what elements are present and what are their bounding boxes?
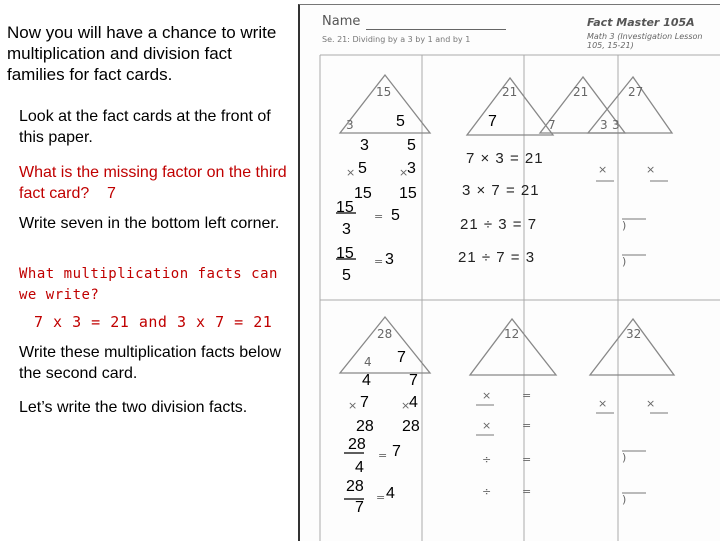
title-math: Math 3	[587, 32, 615, 41]
card5-times-a: ×	[348, 399, 358, 412]
card5-div2-num: 28	[346, 478, 364, 495]
card6-equals-4: =	[522, 485, 532, 498]
sheet-title: Fact Master 105A	[587, 16, 695, 29]
card1-work-a3: 15	[354, 185, 372, 202]
instruction-write-facts: Write these multiplication facts below the second card.	[19, 344, 282, 382]
question-text: What is the missing factor on the third fact card?	[19, 164, 287, 202]
card1-div1-equals: =	[374, 210, 384, 223]
card2-top-number: 21	[502, 85, 518, 99]
card4-left-number: 3	[612, 118, 620, 132]
card4-times-1: ×	[598, 163, 608, 176]
card4-top-number: 27	[628, 85, 644, 99]
multiplication-facts-answer	[34, 313, 272, 331]
card1-div2-equals: =	[374, 255, 384, 268]
card1-work-b1: 5	[407, 137, 416, 154]
card1-work-b3: 15	[399, 185, 417, 202]
card5-left-number: 4	[364, 355, 372, 369]
card5-div2-equals: =	[376, 491, 386, 504]
answer-text: 7	[107, 185, 116, 202]
question-missing-factor	[19, 162, 291, 204]
instruction-look-cards: Look at the fact cards at the front of this paper.	[19, 108, 271, 146]
card1-top-number: 15	[376, 85, 392, 99]
card6-equals-3: =	[522, 453, 532, 466]
card3-left-number: 7	[548, 118, 556, 132]
card2-fact-4: 21 ÷ 7 = 3	[458, 249, 536, 266]
card5-div1-quotient: 7	[392, 443, 401, 460]
card1-div2-num: 15	[336, 245, 354, 262]
card6-equals-1: =	[522, 389, 532, 402]
card1-work-a1: 3	[360, 137, 369, 154]
card6-times-1: ×	[482, 389, 492, 402]
card6-div-2: ÷	[482, 485, 492, 498]
card5-work-a1: 4	[362, 372, 371, 389]
card4-times-2: ×	[646, 163, 656, 176]
card5-div1-num: 28	[348, 436, 366, 453]
card1-div2-den: 5	[342, 267, 351, 284]
card2-fact-1: 7 × 3 = 21	[466, 150, 544, 167]
card1-times-a: ×	[346, 166, 356, 179]
card5-work-b3: 28	[402, 418, 420, 435]
title-lesson: (Investigation Lesson 105, 15-21)	[587, 32, 703, 50]
card5-work-b1: 7	[409, 372, 418, 389]
card1-div1-quotient: 5	[391, 207, 400, 224]
card1-right-number: 5	[396, 113, 405, 130]
card7-bracket-1: )	[622, 451, 627, 464]
card5-div2-quotient: 4	[386, 485, 395, 502]
card1-left-number: 3	[346, 118, 354, 132]
card7-top-number: 32	[626, 327, 642, 341]
card7-times-2: ×	[646, 397, 656, 410]
card6-top-number: 12	[504, 327, 520, 341]
instruction-write-seven: Write seven in the bottom left corner.	[19, 215, 280, 232]
card1-div1-num: 15	[336, 199, 354, 216]
card7-times-1: ×	[598, 397, 608, 410]
card5-times-b: ×	[401, 399, 411, 412]
sheet-subtitle: Se. 21: Dividing by a 3 by 1 and by 1	[322, 35, 471, 44]
card3-right-number: 3	[600, 118, 608, 132]
card4-bracket-2: )	[622, 255, 627, 268]
card4-bracket-1: )	[622, 219, 627, 232]
card5-div2-den: 7	[355, 499, 364, 516]
fact-one: 7 x 3 = 21	[34, 313, 130, 331]
card3-top-number: 21	[573, 85, 589, 99]
intro-text: Now you will have a chance to write multiplication and division fact families for fact cards.	[7, 23, 277, 84]
card5-div1-den: 4	[355, 459, 364, 476]
card1-work-a2: 5	[358, 160, 367, 177]
card2-fact-2: 3 × 7 = 21	[462, 182, 540, 199]
card7-bracket-2: )	[622, 493, 627, 506]
card2-fact-3: 21 ÷ 3 = 7	[460, 216, 538, 233]
fact-and: and	[138, 313, 168, 331]
card2-right-number: 7	[488, 113, 497, 130]
card1-work-b2: 3	[407, 160, 416, 177]
card6-equals-2: =	[522, 419, 532, 432]
card5-work-a2: 7	[360, 394, 369, 411]
card5-right-number: 7	[397, 349, 406, 366]
card5-top-number: 28	[377, 327, 393, 341]
card6-div-1: ÷	[482, 453, 492, 466]
card1-times-b: ×	[399, 166, 409, 179]
card1-div2-quotient: 3	[385, 251, 394, 268]
card5-div1-equals: =	[378, 449, 388, 462]
fact-two: 3 x 7 = 21	[176, 313, 273, 331]
card1-div1-den: 3	[342, 221, 351, 238]
name-label: Name	[322, 14, 361, 29]
instruction-division-facts: Let’s write the two division facts.	[19, 399, 248, 416]
question-multiplication-facts: What multiplication facts can we write?	[19, 266, 278, 303]
card5-work-b2: 4	[409, 394, 418, 411]
fact-triangle-5	[340, 317, 430, 373]
worksheet	[298, 4, 720, 541]
card6-times-2: ×	[482, 419, 492, 432]
card5-work-a3: 28	[356, 418, 374, 435]
